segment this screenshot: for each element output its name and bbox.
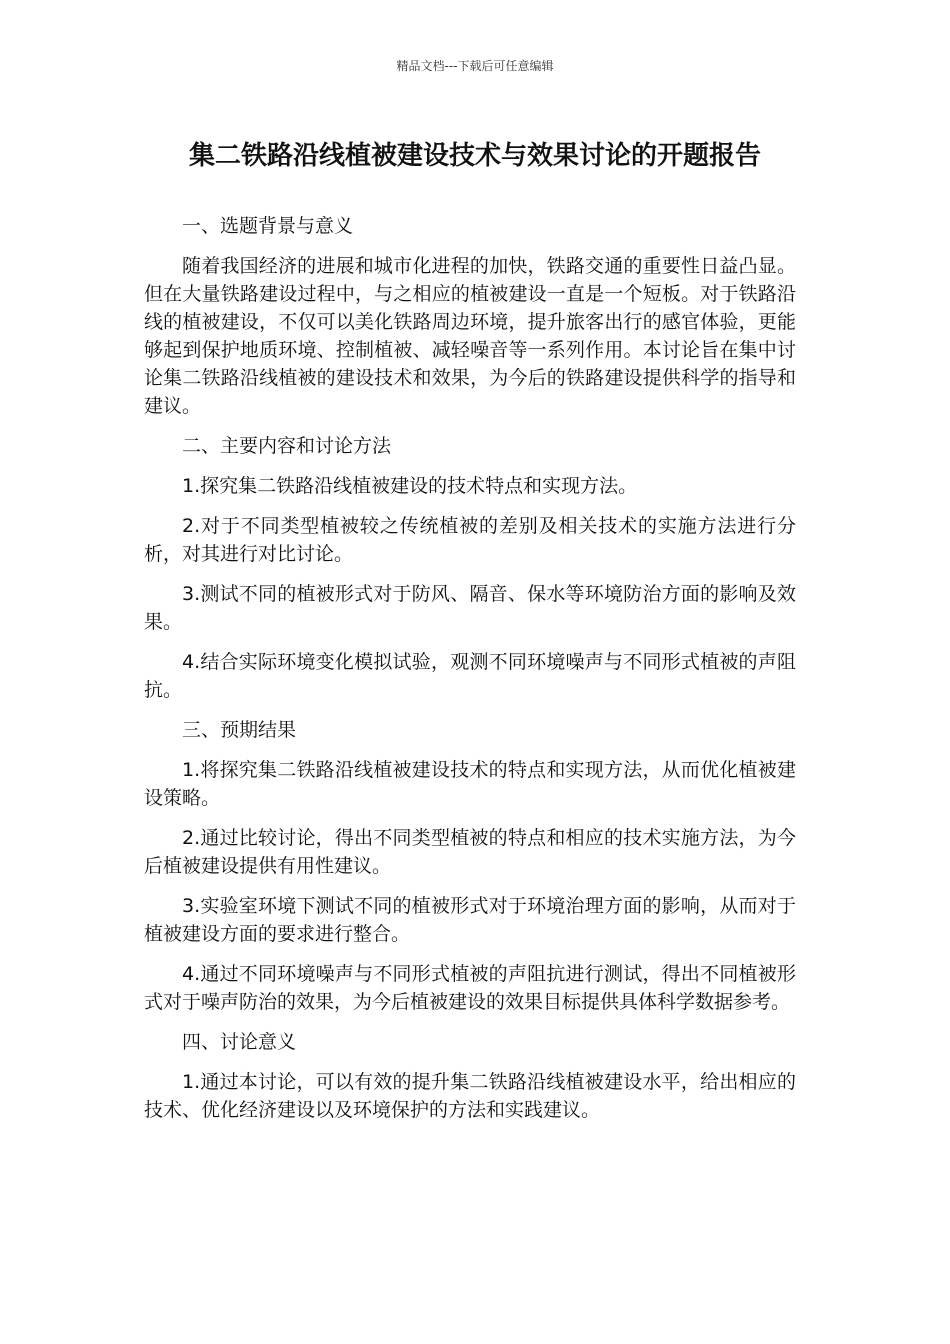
section-content-methods [144, 432, 796, 704]
paragraph: 随着我国经济的进展和城市化进程的加快，铁路交通的重要性日益凸显。但在大量铁路建设过程中，与之相应的植被建设一直是一个短板。对于铁路沿线的植被建设，不仅可以美化铁路周边环境，提升旅客出行的感官体验，更能够起到保护地质环境、控制植被、减轻噪音等一系列作用。本讨论旨在集中讨论集二铁路沿线植被的建设技术和效果，为今后的铁路建设提供科学的指导和建议。 [144, 255, 796, 417]
document-body [144, 212, 796, 1136]
paragraph: 2.对于不同类型植被较之传统植被的差别及相关技术的实施方法进行分析，对其进行对比讨论。 [144, 515, 796, 565]
paragraph: 1.将探究集二铁路沿线植被建设技术的特点和实现方法，从而优化植被建设策略。 [144, 759, 796, 809]
paragraph: 3.实验室环境下测试不同的植被形式对于环境治理方面的影响，从而对于植被建设方面的要求进行整合。 [144, 895, 796, 945]
section-background [144, 212, 796, 420]
paragraph: 2.通过比较讨论，得出不同类型植被的特点和相应的技术实施方法，为今后植被建设提供有用性建议。 [144, 827, 796, 877]
section-significance [144, 1028, 796, 1124]
document-title: 集二铁路沿线植被建设技术与效果讨论的开题报告 [188, 141, 761, 171]
section-heading: 三、预期结果 [182, 719, 297, 741]
section-heading: 四、讨论意义 [182, 1031, 297, 1053]
section-expected-results [144, 716, 796, 1016]
section-heading: 二、主要内容和讨论方法 [182, 435, 392, 457]
header-note: 精品文档---下载后可任意编辑 [396, 59, 554, 73]
paragraph: 4.通过不同环境噪声与不同形式植被的声阻抗进行测试，得出不同植被形式对于噪声防治的效果，为今后植被建设的效果目标提供具体科学数据参考。 [144, 963, 796, 1013]
paragraph: 1.探究集二铁路沿线植被建设的技术特点和实现方法。 [182, 475, 638, 497]
paragraph: 1.通过本讨论，可以有效的提升集二铁路沿线植被建设水平，给出相应的技术、优化经济建设以及环境保护的方法和实践建议。 [144, 1071, 796, 1121]
section-heading: 一、选题背景与意义 [182, 215, 354, 237]
paragraph: 3.测试不同的植被形式对于防风、隔音、保水等环境防治方面的影响及效果。 [144, 583, 796, 633]
paragraph: 4.结合实际环境变化模拟试验，观测不同环境噪声与不同形式植被的声阻抗。 [144, 651, 796, 701]
